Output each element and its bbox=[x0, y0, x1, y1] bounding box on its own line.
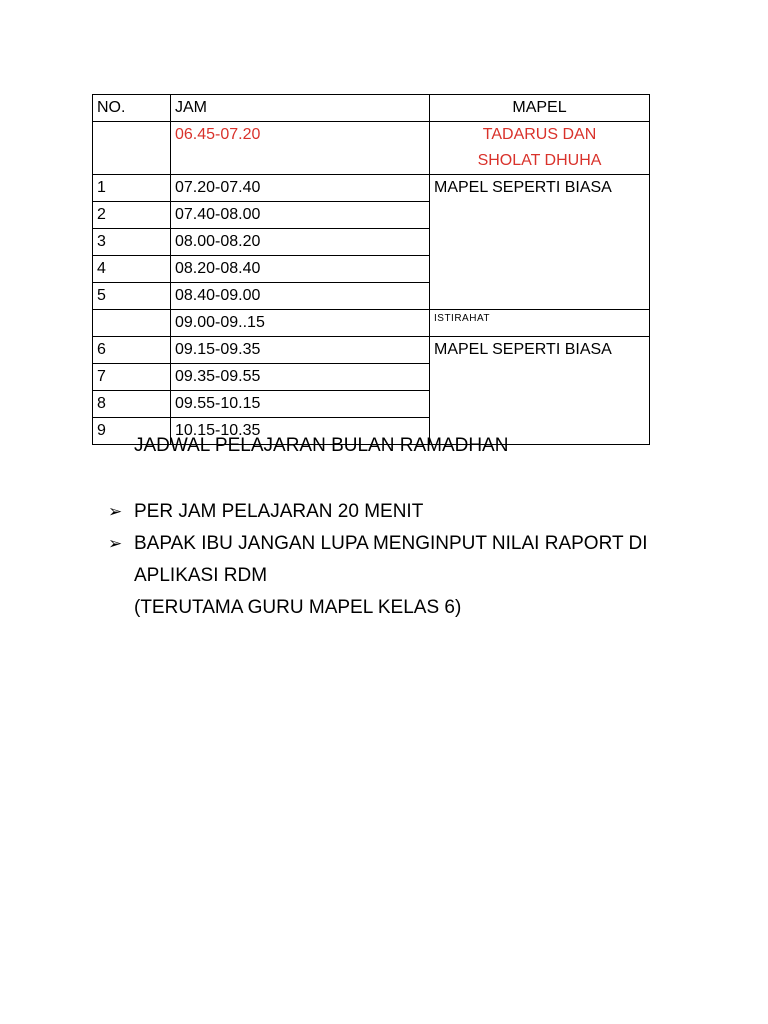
list-item bbox=[108, 496, 688, 528]
table-row bbox=[93, 337, 650, 364]
schedule-table bbox=[92, 94, 650, 445]
cell-mapel-block2: MAPEL SEPERTI BIASA bbox=[430, 337, 650, 445]
opening-activity-line1: TADARUS DAN bbox=[482, 126, 597, 143]
cell-no: 4 bbox=[93, 256, 171, 283]
cell-jam: 09.15-09.35 bbox=[171, 337, 430, 364]
cell-no: 6 bbox=[93, 337, 171, 364]
cell-no bbox=[93, 122, 171, 175]
arrowhead-bullet-icon: ➢ bbox=[108, 502, 123, 521]
cell-jam: 07.20-07.40 bbox=[171, 175, 430, 202]
table-caption: JADWAL PELAJARAN BULAN RAMADHAN bbox=[134, 435, 509, 456]
cell-no: 1 bbox=[93, 175, 171, 202]
cell-no: 3 bbox=[93, 229, 171, 256]
header-no: NO. bbox=[93, 95, 171, 122]
cell-jam: 09.35-09.55 bbox=[171, 364, 430, 391]
cell-mapel-break: ISTIRAHAT bbox=[430, 310, 650, 337]
cell-no bbox=[93, 310, 171, 337]
cell-mapel-block1: MAPEL SEPERTI BIASA bbox=[430, 175, 650, 310]
table-row-break bbox=[93, 310, 650, 337]
table-header-row bbox=[93, 95, 650, 122]
cell-no: 9 bbox=[93, 418, 171, 445]
cell-jam: 06.45-07.20 bbox=[171, 122, 430, 175]
note-text: PER JAM PELAJARAN 20 MENIT bbox=[134, 501, 424, 522]
cell-no: 5 bbox=[93, 283, 171, 310]
cell-no: 8 bbox=[93, 391, 171, 418]
table-row bbox=[93, 175, 650, 202]
cell-jam: 09.55-10.15 bbox=[171, 391, 430, 418]
cell-jam: 08.00-08.20 bbox=[171, 229, 430, 256]
list-item bbox=[108, 528, 688, 624]
cell-jam: 08.40-09.00 bbox=[171, 283, 430, 310]
cell-jam: 08.20-08.40 bbox=[171, 256, 430, 283]
note-text-line2: APLIKASI RDM bbox=[134, 565, 268, 586]
header-mapel: MAPEL bbox=[430, 95, 650, 122]
cell-no: 7 bbox=[93, 364, 171, 391]
cell-mapel-opening bbox=[430, 122, 650, 175]
notes-list bbox=[108, 496, 688, 624]
opening-activity-line2: SHOLAT DHUHA bbox=[477, 152, 602, 169]
table-row-opening bbox=[93, 122, 650, 175]
note-text-line3: (TERUTAMA GURU MAPEL KELAS 6) bbox=[134, 597, 462, 618]
arrowhead-bullet-icon: ➢ bbox=[108, 534, 123, 553]
header-jam: JAM bbox=[171, 95, 430, 122]
cell-jam: 10.15-10.35 bbox=[171, 418, 430, 445]
note-text-line1: BAPAK IBU JANGAN LUPA MENGINPUT NILAI RAPORT DI bbox=[134, 533, 648, 554]
cell-jam: 09.00-09..15 bbox=[171, 310, 430, 337]
cell-jam: 07.40-08.00 bbox=[171, 202, 430, 229]
cell-no: 2 bbox=[93, 202, 171, 229]
